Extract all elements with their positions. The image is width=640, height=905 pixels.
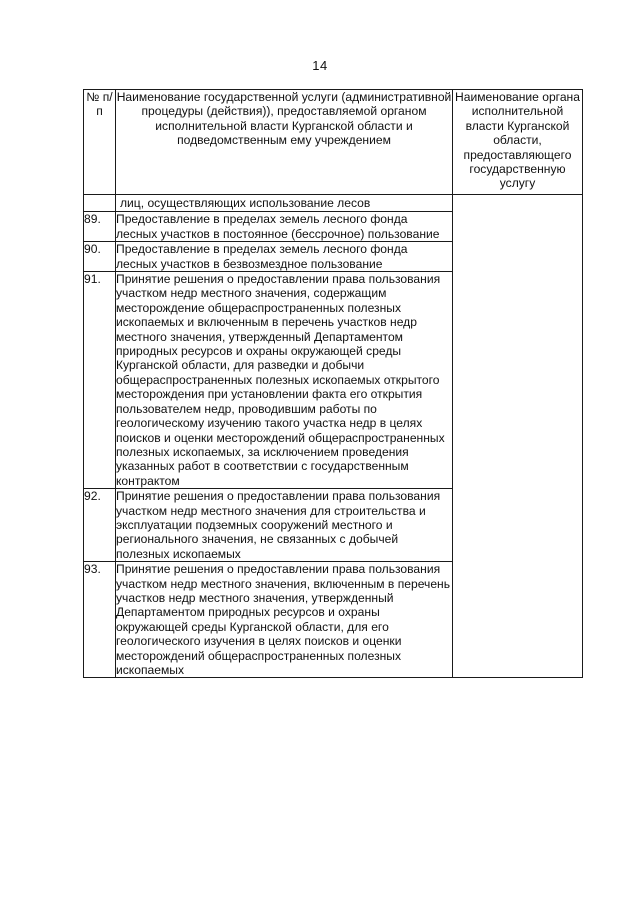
- row-service-name: Принятие решения о предоставлении права пользования участком недр местного значения, включенным в перечень участков недр местного значения, утвержденный Департаментом природных ресурсов и охраны окружающей среды Курганской области, для его геологического изучения в целях поисков и оценки месторождений общераспространенных полезных ископаемых: [116, 562, 453, 678]
- page-number: 14: [312, 58, 328, 73]
- table-row-continuation: [84, 195, 583, 212]
- authority-cell-empty: [453, 195, 583, 678]
- row-service-name: Предоставление в пределах земель лесного фонда лесных участков в постоянное (бессрочное) пользование: [116, 212, 453, 242]
- row-number: 92.: [84, 489, 116, 562]
- row-number: 91.: [84, 272, 116, 489]
- header-service-name: Наименование государственной услуги (административной процедуры (действия)), предоставляемой органом исполнительной власти Курганской области и подведомственным ему учреждением: [116, 90, 453, 195]
- row-service-name: Принятие решения о предоставлении права пользования участком недр местного значения, содержащим месторождение общераспространенных полезных ископаемых и включенным в перечень участков недр местного значения, утвержденный Департаментом природных ресурсов и охраны окружающей среды Курганской области, для разведки и добычи общераспространенных полезных ископаемых открытого месторождения при установлении факта его открытия пользователем недр, проводившим работы по геологическому изучению такого участка недр в целях поисков и оценки месторождений общераспространенных полезных ископаемых, за исключением проведения указанных работ в соответствии с государственным контрактом: [116, 272, 453, 489]
- table-header-row: [84, 90, 583, 195]
- header-number: № п/п: [84, 90, 116, 195]
- row-number-empty: [84, 195, 116, 212]
- services-table: [83, 89, 583, 678]
- row-number: 93.: [84, 562, 116, 678]
- row-service-name: Принятие решения о предоставлении права пользования участком недр местного значения для строительства и эксплуатации подземных сооружений местного и регионального значения, не связанных с добычей полезных ископаемых: [116, 489, 453, 562]
- row-service-name: Предоставление в пределах земель лесного фонда лесных участков в безвозмездное пользование: [116, 242, 453, 272]
- header-authority-name: Наименование органа исполнительной власти Курганской области, предоставляющего государственную услугу: [453, 90, 583, 195]
- row-number: 89.: [84, 212, 116, 242]
- row-number: 90.: [84, 242, 116, 272]
- row-service-name: лиц, осуществляющих использование лесов: [116, 195, 453, 212]
